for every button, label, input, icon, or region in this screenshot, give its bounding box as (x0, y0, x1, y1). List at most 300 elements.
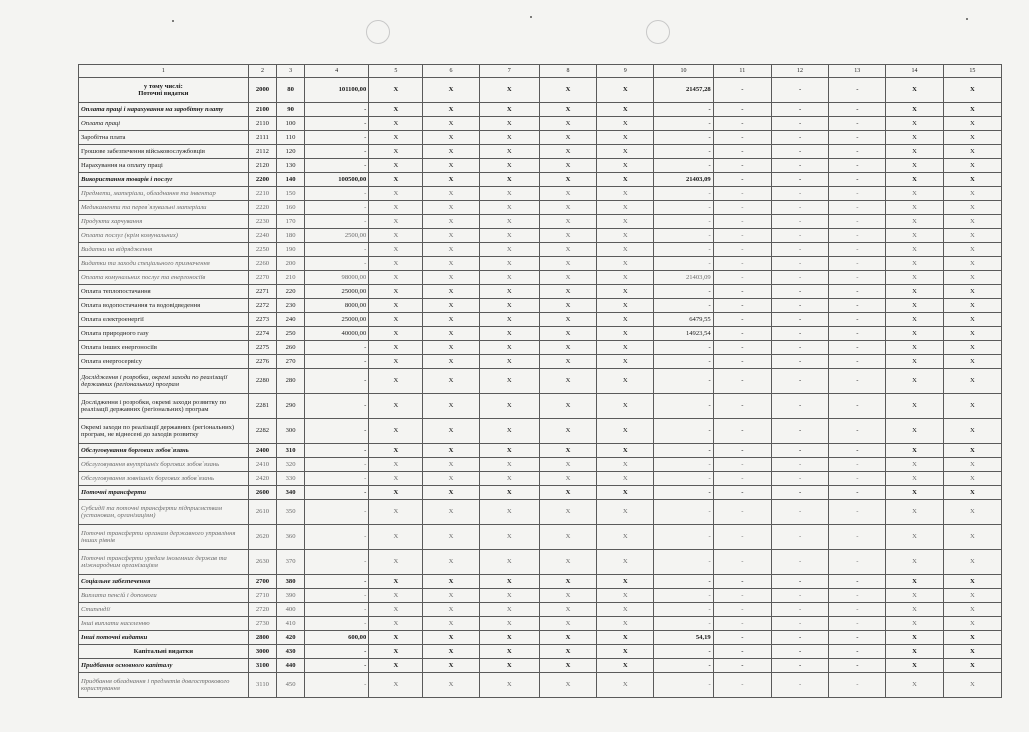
table-cell: - (713, 131, 771, 145)
table-cell: - (771, 550, 828, 575)
table-row (79, 603, 1002, 617)
table-cell: 200 (277, 257, 305, 271)
table-cell: Х (479, 145, 539, 159)
table-row (79, 444, 1002, 458)
table-cell: - (713, 550, 771, 575)
table-cell: 2420 (248, 472, 277, 486)
table-cell: - (829, 355, 886, 369)
table-cell: 98000,00 (304, 271, 368, 285)
table-cell: - (771, 575, 828, 589)
table-cell: - (304, 575, 368, 589)
table-cell: Х (539, 187, 596, 201)
table-cell: Х (369, 575, 423, 589)
table-cell: Х (423, 131, 479, 145)
table-cell: 100500,00 (304, 173, 368, 187)
table-cell: 25000,00 (304, 313, 368, 327)
table-cell: - (713, 603, 771, 617)
table-cell: 2200 (248, 173, 277, 187)
table-cell: Х (597, 299, 654, 313)
column-number-row (79, 65, 1002, 78)
table-cell: - (829, 271, 886, 285)
table-cell: - (771, 394, 828, 419)
table-cell: - (654, 472, 713, 486)
table-cell: Х (423, 394, 479, 419)
table-cell: - (713, 472, 771, 486)
table-cell: - (713, 673, 771, 698)
table-cell: Х (423, 285, 479, 299)
table-cell: Х (886, 589, 943, 603)
table-row (79, 173, 1002, 187)
table-cell: 340 (277, 486, 305, 500)
table-cell: - (713, 355, 771, 369)
table-cell: Х (539, 589, 596, 603)
table-cell: - (713, 617, 771, 631)
table-cell: Х (539, 327, 596, 341)
table-cell: - (771, 472, 828, 486)
table-cell: Х (886, 525, 943, 550)
table-row (79, 575, 1002, 589)
table-cell: - (829, 243, 886, 257)
table-cell: 2700 (248, 575, 277, 589)
table-cell: Х (369, 145, 423, 159)
table-cell: Х (369, 631, 423, 645)
table-cell: - (713, 327, 771, 341)
table-cell: - (654, 159, 713, 173)
table-cell: Х (539, 285, 596, 299)
table-cell: - (829, 327, 886, 341)
table-cell: - (654, 369, 713, 394)
table-cell: - (829, 486, 886, 500)
table-cell: Х (539, 117, 596, 131)
column-number: 6 (423, 65, 479, 78)
table-cell: - (771, 659, 828, 673)
table-cell: Х (423, 369, 479, 394)
table-cell: - (304, 131, 368, 145)
table-cell: Х (597, 201, 654, 215)
row-label-line1: у тому числі: (143, 82, 183, 90)
table-cell: 2281 (248, 394, 277, 419)
table-cell: - (713, 187, 771, 201)
table-cell: Х (539, 673, 596, 698)
table-cell: Х (423, 271, 479, 285)
table-cell: Х (539, 472, 596, 486)
table-cell: 180 (277, 229, 305, 243)
table-cell: - (654, 486, 713, 500)
table-cell: Х (886, 472, 943, 486)
table-cell: - (304, 369, 368, 394)
table-cell: Х (539, 159, 596, 173)
row-label: Субсидії та поточні трансферти підприємствам (установам, організаціям) (79, 500, 249, 525)
table-cell: Х (369, 589, 423, 603)
table-cell: Х (943, 458, 1001, 472)
table-cell: - (771, 631, 828, 645)
table-cell: 600,00 (304, 631, 368, 645)
table-cell: - (304, 486, 368, 500)
table-cell: Х (539, 444, 596, 458)
table-cell: Х (423, 550, 479, 575)
table-cell: Х (539, 145, 596, 159)
table-cell: 2800 (248, 631, 277, 645)
table-cell: Х (597, 327, 654, 341)
table-cell: 2272 (248, 299, 277, 313)
table-cell: Х (886, 145, 943, 159)
table-cell: Х (539, 419, 596, 444)
table-cell: - (829, 285, 886, 299)
table-cell: Х (479, 117, 539, 131)
table-cell: Х (539, 243, 596, 257)
table-cell: Х (943, 659, 1001, 673)
table-cell: Х (369, 394, 423, 419)
table-row (79, 201, 1002, 215)
row-label: Грошове забезпечення військовослужбовців (79, 145, 249, 159)
table-cell: - (713, 419, 771, 444)
table-cell: Х (943, 575, 1001, 589)
table-cell: - (771, 78, 828, 103)
table-cell: Х (943, 117, 1001, 131)
table-cell: - (304, 472, 368, 486)
row-label: Оплата праці (79, 117, 249, 131)
table-cell: 101100,00 (304, 78, 368, 103)
table-cell: - (654, 419, 713, 444)
table-cell: - (829, 458, 886, 472)
table-cell: Х (597, 285, 654, 299)
table-cell: Х (539, 550, 596, 575)
table-cell: Х (597, 369, 654, 394)
table-cell: - (654, 103, 713, 117)
table-cell: - (829, 173, 886, 187)
table-row (79, 419, 1002, 444)
table-cell: - (713, 525, 771, 550)
table-cell: Х (597, 131, 654, 145)
table-cell: 40000,00 (304, 327, 368, 341)
table-cell: Х (943, 673, 1001, 698)
table-cell: - (304, 659, 368, 673)
table-cell: Х (886, 131, 943, 145)
column-number: 13 (829, 65, 886, 78)
table-cell: - (304, 257, 368, 271)
table-cell: 54,19 (654, 631, 713, 645)
table-cell: - (654, 444, 713, 458)
table-cell: Х (369, 659, 423, 673)
table-cell: Х (479, 369, 539, 394)
table-cell: - (829, 299, 886, 313)
table-cell: - (771, 187, 828, 201)
table-cell: Х (539, 299, 596, 313)
table-cell: 21403,09 (654, 173, 713, 187)
table-cell: - (304, 603, 368, 617)
table-cell: 6479,55 (654, 313, 713, 327)
row-label: Оплата природного газу (79, 327, 249, 341)
table-cell: - (771, 145, 828, 159)
table-cell: Х (539, 215, 596, 229)
table-row (79, 257, 1002, 271)
table-cell: - (771, 327, 828, 341)
table-row (79, 215, 1002, 229)
row-label: Нарахування на оплату праці (79, 159, 249, 173)
table-cell: Х (479, 271, 539, 285)
table-cell: 410 (277, 617, 305, 631)
table-cell: - (771, 215, 828, 229)
table-cell: - (654, 243, 713, 257)
table-cell: - (654, 299, 713, 313)
row-label: Придбання обладнання і предметів довгострокового користування (79, 673, 249, 698)
table-row (79, 117, 1002, 131)
table-cell: - (713, 394, 771, 419)
table-cell: Х (369, 355, 423, 369)
table-cell: - (771, 173, 828, 187)
table-cell: - (713, 229, 771, 243)
table-cell: 270 (277, 355, 305, 369)
table-cell: Х (597, 117, 654, 131)
table-cell: 2271 (248, 285, 277, 299)
table-cell: - (304, 117, 368, 131)
table-cell: Х (423, 117, 479, 131)
table-cell: Х (886, 271, 943, 285)
table-cell: 2240 (248, 229, 277, 243)
table-cell: 230 (277, 299, 305, 313)
table-row (79, 159, 1002, 173)
table-cell: Х (886, 103, 943, 117)
table-cell: Х (479, 486, 539, 500)
table-cell: 80 (277, 78, 305, 103)
column-number: 12 (771, 65, 828, 78)
row-label: Оплата водопостачання та водовідведення (79, 299, 249, 313)
row-label: Обслуговування боргових зобов`язань (79, 444, 249, 458)
table-cell: Х (479, 229, 539, 243)
table-cell: Х (943, 550, 1001, 575)
table-cell: - (829, 369, 886, 394)
table-cell: - (713, 159, 771, 173)
table-cell: Х (597, 550, 654, 575)
table-cell: 130 (277, 159, 305, 173)
table-cell: - (713, 659, 771, 673)
table-cell: - (771, 159, 828, 173)
table-cell: 2710 (248, 589, 277, 603)
table-cell: - (771, 117, 828, 131)
table-cell: Х (479, 78, 539, 103)
table-cell: Х (943, 500, 1001, 525)
table-cell: Х (423, 229, 479, 243)
table-cell: Х (369, 458, 423, 472)
table-cell: Х (886, 159, 943, 173)
table-cell: Х (943, 472, 1001, 486)
table-cell: Х (369, 271, 423, 285)
row-label: Капітальні видатки (79, 645, 249, 659)
table-cell: Х (369, 299, 423, 313)
row-label: Інші виплати населенню (79, 617, 249, 631)
table-cell: - (713, 117, 771, 131)
table-cell: Х (539, 645, 596, 659)
table-cell: Х (539, 341, 596, 355)
table-cell: Х (539, 271, 596, 285)
table-cell: - (771, 271, 828, 285)
table-cell: - (654, 131, 713, 145)
table-cell: - (304, 243, 368, 257)
table-cell: Х (479, 257, 539, 271)
table-cell: Х (597, 472, 654, 486)
table-cell: 2230 (248, 215, 277, 229)
table-cell: Х (886, 229, 943, 243)
table-cell: 2000 (248, 78, 277, 103)
table-cell: Х (479, 243, 539, 257)
table-cell: - (304, 500, 368, 525)
table-cell: 2282 (248, 419, 277, 444)
table-cell: Х (886, 201, 943, 215)
row-label: Медикаменти та перев`язувальні матеріали (79, 201, 249, 215)
table-row (79, 458, 1002, 472)
table-cell: - (829, 215, 886, 229)
table-cell: - (771, 486, 828, 500)
table-cell: 190 (277, 243, 305, 257)
table-cell: Х (539, 229, 596, 243)
current-expenditure-row (79, 78, 1002, 103)
table-cell: Х (369, 419, 423, 444)
table-cell: - (829, 394, 886, 419)
table-cell: Х (539, 313, 596, 327)
table-cell: - (654, 673, 713, 698)
table-cell: - (654, 355, 713, 369)
column-number: 1 (79, 65, 249, 78)
table-row (79, 187, 1002, 201)
table-cell: 120 (277, 145, 305, 159)
table-cell: - (771, 257, 828, 271)
column-number: 7 (479, 65, 539, 78)
table-cell: Х (886, 631, 943, 645)
table-cell: - (654, 187, 713, 201)
table-cell: Х (943, 631, 1001, 645)
table-cell: 280 (277, 369, 305, 394)
table-cell: Х (369, 313, 423, 327)
row-label: Поточні трансферти органам державного управління інших рівнів (79, 525, 249, 550)
table-cell: - (304, 341, 368, 355)
table-cell: 2112 (248, 145, 277, 159)
table-cell: 2220 (248, 201, 277, 215)
table-cell: Х (597, 500, 654, 525)
table-cell: Х (597, 525, 654, 550)
table-cell: Х (886, 215, 943, 229)
table-cell: Х (886, 458, 943, 472)
table-cell: Х (943, 145, 1001, 159)
row-label: Обслуговування внутрішніх боргових зобов`язань (79, 458, 249, 472)
column-number: 2 (248, 65, 277, 78)
row-label: Виплата пенсій і допомоги (79, 589, 249, 603)
table-cell: Х (479, 458, 539, 472)
table-cell: - (304, 103, 368, 117)
table-cell: - (304, 201, 368, 215)
table-cell: Х (886, 327, 943, 341)
table-cell: Х (943, 394, 1001, 419)
table-cell: 260 (277, 341, 305, 355)
table-cell: - (771, 355, 828, 369)
table-cell: Х (479, 159, 539, 173)
table-cell: Х (423, 500, 479, 525)
table-cell: 380 (277, 575, 305, 589)
table-cell: Х (369, 103, 423, 117)
table-cell: Х (479, 575, 539, 589)
table-cell: Х (539, 201, 596, 215)
table-cell: - (304, 187, 368, 201)
table-cell: - (713, 271, 771, 285)
table-cell: Х (597, 78, 654, 103)
table-cell: Х (369, 341, 423, 355)
table-row (79, 525, 1002, 550)
table-cell: - (304, 550, 368, 575)
table-cell: Х (423, 327, 479, 341)
table-cell: - (304, 673, 368, 698)
column-number: 11 (713, 65, 771, 78)
table-cell: - (304, 617, 368, 631)
table-cell: Х (479, 299, 539, 313)
table-cell: - (304, 394, 368, 419)
table-cell: Х (597, 103, 654, 117)
table-cell: 2210 (248, 187, 277, 201)
table-cell: Х (597, 257, 654, 271)
table-cell: - (654, 215, 713, 229)
table-cell: 2276 (248, 355, 277, 369)
table-cell: Х (597, 603, 654, 617)
table-cell: - (771, 673, 828, 698)
table-cell: Х (597, 271, 654, 285)
table-cell: - (829, 589, 886, 603)
row-label: Видатки на відрядження (79, 243, 249, 257)
table-cell: Х (369, 215, 423, 229)
table-cell: - (304, 525, 368, 550)
table-cell: - (771, 419, 828, 444)
row-label: Предмети, матеріали, обладнання та інвентар (79, 187, 249, 201)
table-cell: Х (943, 299, 1001, 313)
table-cell: - (713, 285, 771, 299)
table-cell: 440 (277, 659, 305, 673)
table-cell: Х (423, 458, 479, 472)
table-cell: Х (479, 313, 539, 327)
row-label: Інші поточні видатки (79, 631, 249, 645)
table-cell: - (829, 419, 886, 444)
table-cell: - (654, 575, 713, 589)
table-cell: Х (479, 617, 539, 631)
table-cell: Х (423, 341, 479, 355)
table-cell: - (829, 603, 886, 617)
table-cell: Х (423, 257, 479, 271)
table-cell: Х (369, 257, 423, 271)
table-row (79, 472, 1002, 486)
table-cell: - (654, 617, 713, 631)
table-cell: - (771, 103, 828, 117)
table-cell: Х (479, 173, 539, 187)
table-cell: 2410 (248, 458, 277, 472)
table-cell: - (654, 117, 713, 131)
table-cell: Х (886, 486, 943, 500)
row-label: Дослідження і розробки, окремі заходи розвитку по реалізації державних (регіональних) програм (79, 394, 249, 419)
table-cell: Х (369, 500, 423, 525)
table-cell: Х (943, 159, 1001, 173)
table-cell: - (771, 617, 828, 631)
table-cell: - (713, 458, 771, 472)
table-cell: - (829, 645, 886, 659)
table-cell: - (771, 285, 828, 299)
table-cell: Х (943, 271, 1001, 285)
table-cell: Х (539, 103, 596, 117)
table-cell: Х (369, 78, 423, 103)
table-cell: Х (597, 394, 654, 419)
table-cell: 3000 (248, 645, 277, 659)
table-cell: Х (597, 444, 654, 458)
table-cell: Х (943, 131, 1001, 145)
table-cell: Х (479, 355, 539, 369)
table-row (79, 131, 1002, 145)
row-label: Соціальне забезпечення (79, 575, 249, 589)
table-cell: Х (479, 103, 539, 117)
table-cell: Х (943, 257, 1001, 271)
